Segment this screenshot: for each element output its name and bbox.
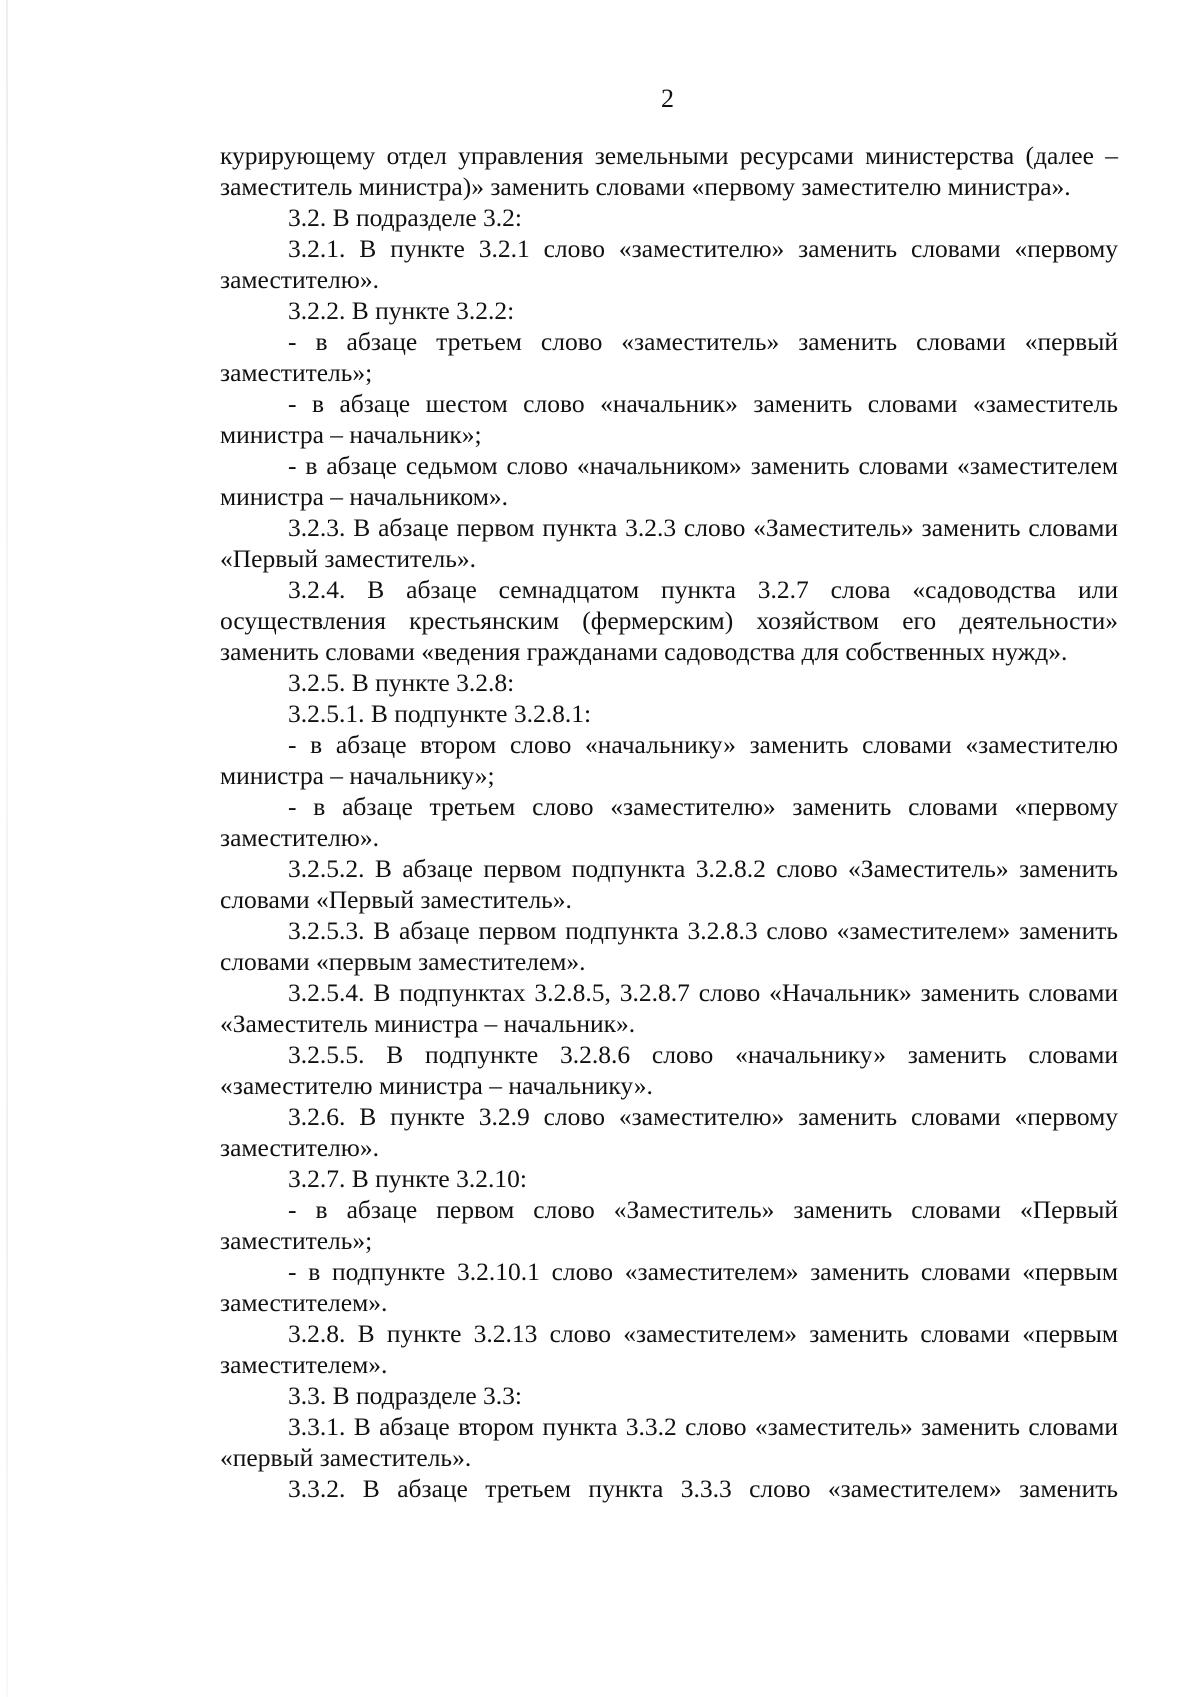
scan-edge xyxy=(6,0,8,1697)
paragraph: - в абзаце третьем слово «заместитель» заменить словами «первый заместитель»; xyxy=(220,327,1118,387)
paragraph: 3.2.8. В пункте 3.2.13 слово «заместителем» заменить словами «первым заместителем». xyxy=(220,1319,1118,1379)
paragraph: 3.2.5.5. В подпункте 3.2.8.6 слово «начальнику» заменить словами «заместителю министра – начальнику». xyxy=(220,1040,1118,1100)
paragraph: 3.2.5.3. В абзаце первом подпункта 3.2.8.3 слово «заместителем» заменить словами «первым заместителем». xyxy=(220,916,1118,976)
paragraph: 3.2. В подразделе 3.2: xyxy=(288,203,522,232)
paragraph: 3.2.3. В абзаце первом пункта 3.2.3 слово «Заместитель» заменить словами «Первый заместитель». xyxy=(220,513,1118,573)
paragraph: 3.2.7. В пункте 3.2.10: xyxy=(288,1164,527,1193)
paragraph: - в абзаце шестом слово «начальник» заменить словами «заместитель министра – начальник»; xyxy=(220,389,1118,449)
paragraph: 3.2.5.1. В подпункте 3.2.8.1: xyxy=(288,699,592,728)
page-number: 2 xyxy=(661,84,674,113)
paragraph: - в абзаце третьем слово «заместителю» заменить словами «первому заместителю». xyxy=(220,792,1118,852)
paragraph: 3.2.1. В пункте 3.2.1 слово «заместителю» заменить словами «первому заместителю». xyxy=(220,234,1118,294)
paragraph: - в абзаце втором слово «начальнику» заменить словами «заместителю министра – начальнику»; xyxy=(220,730,1118,790)
paragraph: 3.3.1. В абзаце втором пункта 3.3.2 слово «заместитель» заменить словами «первый заместитель». xyxy=(220,1412,1118,1472)
paragraph: курирующему отдел управления земельными ресурсами министерства (далее – заместитель министра)» заменить словами «первому заместителю министра». xyxy=(220,141,1118,201)
paragraph: - в абзаце седьмом слово «начальником» заменить словами «заместителем министра – начальником». xyxy=(220,451,1118,511)
document-body xyxy=(220,140,1118,1504)
paragraph: 3.2.5.2. В абзаце первом подпункта 3.2.8.2 слово «Заместитель» заменить словами «Первый заместитель». xyxy=(220,854,1118,914)
paragraph: 3.2.5.4. В подпунктах 3.2.8.5, 3.2.8.7 слово «Начальник» заменить словами «Заместитель министра – начальник». xyxy=(220,978,1118,1038)
paragraph: 3.2.2. В пункте 3.2.2: xyxy=(288,296,515,325)
paragraph: - в абзаце первом слово «Заместитель» заменить словами «Первый заместитель»; xyxy=(220,1195,1118,1255)
paragraph: 3.3. В подразделе 3.3: xyxy=(288,1381,522,1410)
paragraph: 3.2.6. В пункте 3.2.9 слово «заместителю» заменить словами «первому заместителю». xyxy=(220,1102,1118,1162)
paragraph: - в подпункте 3.2.10.1 слово «заместителем» заменить словами «первым заместителем». xyxy=(220,1257,1118,1317)
paragraph: 3.2.5. В пункте 3.2.8: xyxy=(288,668,515,697)
paragraph: 3.2.4. В абзаце семнадцатом пункта 3.2.7 слова «садоводства или осуществления крестьянским (фермерским) хозяйством его деятельности» заменить словами «ведения гражданами садоводства для собственных нужд». xyxy=(220,575,1118,666)
paragraph: 3.3.2. В абзаце третьем пункта 3.3.3 слово «заместителем» заменить xyxy=(288,1474,1118,1503)
